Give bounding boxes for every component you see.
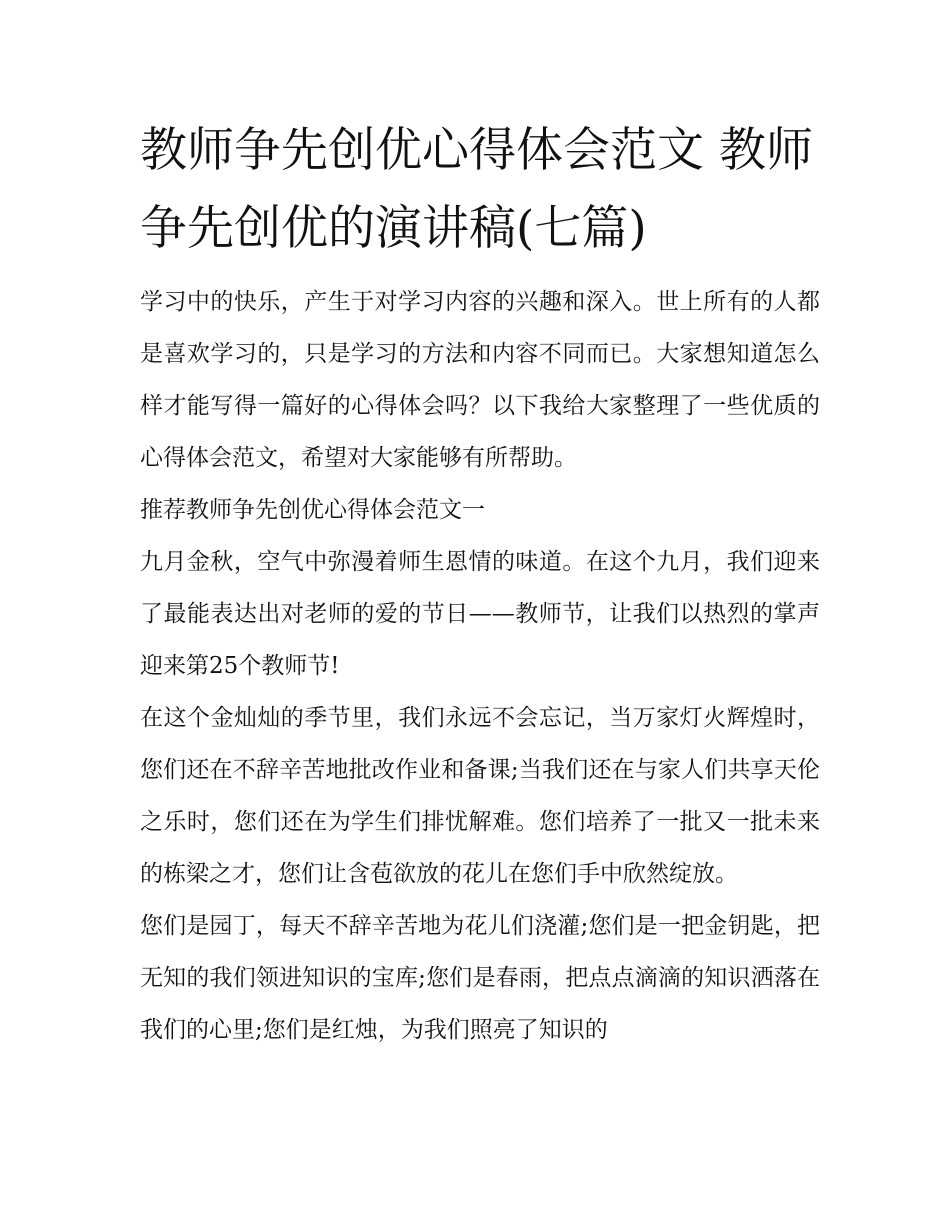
body-paragraph: 您们是园丁，每天不辞辛苦地为花儿们浇灌;您们是一把金钥匙，把无知的我们领进知识的宝库;您们是春雨，把点点滴滴的知识洒落在我们的心里;您们是红烛，为我们照亮了知识的 xyxy=(140,913,820,1043)
intro-paragraph: 学习中的快乐，产生于对学习内容的兴趣和深入。世上所有的人都是喜欢学习的，只是学习的方法和内容不同而已。大家想知道怎么样才能写得一篇好的心得体会吗？以下我给大家整理了一些优质的心得体会范文，希望对大家能够有所帮助。 xyxy=(140,289,820,471)
document-title: 教师争先创优心得体会范文 教师争先创优的演讲稿(七篇) xyxy=(140,123,813,256)
document-body xyxy=(140,276,820,1056)
body-paragraph: 九月金秋，空气中弥漫着师生恩情的味道。在这个九月，我们迎来了最能表达出对老师的爱的节日——教师节，让我们以热烈的掌声迎来第25个教师节! xyxy=(140,549,820,679)
section-heading: 推荐教师争先创优心得体会范文一 xyxy=(140,497,485,523)
body-paragraph: 在这个金灿灿的季节里，我们永远不会忘记，当万家灯火辉煌时，您们还在不辞辛苦地批改作业和备课;当我们还在与家人们共享天伦之乐时，您们还在为学生们排忧解难。您们培养了一批又一批未来的栋梁之才，您们让含苞欲放的花儿在您们手中欣然绽放。 xyxy=(140,705,820,887)
